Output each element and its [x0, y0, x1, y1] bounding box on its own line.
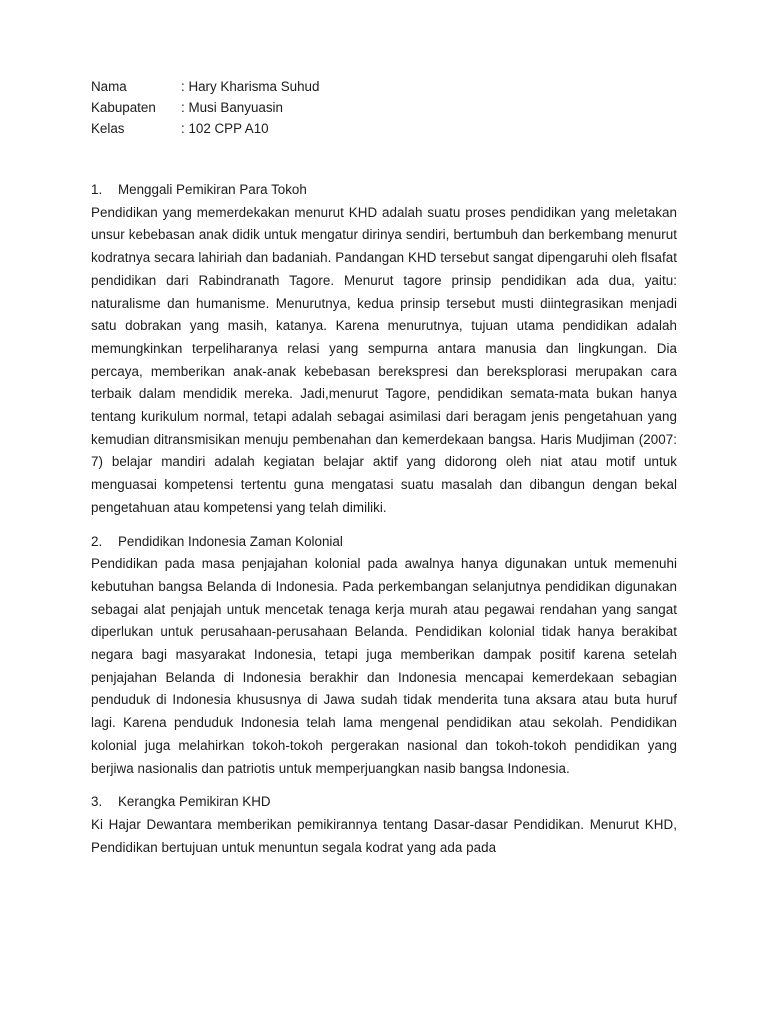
section-1: [91, 179, 677, 520]
section-3: [91, 791, 677, 859]
section-title: Pendidikan Indonesia Zaman Kolonial: [118, 533, 343, 549]
student-info-header: [91, 76, 491, 139]
section-paragraph: Pendidikan yang memerdekakan menurut KHD adalah suatu proses pendidikan yang meletakan unsur kebebasan anak didik untuk mengatur dirinya sendiri, bertumbuh dan berkembang menurut kodratnya secara lahiriah dan badaniah. Pandangan KHD tersebut sangat dipengaruhi oleh flsafat pendidikan dari Rabindranath Tagore. Menurut tagore prinsip pendidikan ada dua, yaitu: naturalisme dan humanisme. Menurutnya, kedua prinsip tersebut musti diintegrasikan menjadi satu dobrakan yang masih, katanya. Karena menurutnya, tujuan utama pendidikan adalah memungkinkan terpeliharanya relasi yang sempurna antara manusia dan lingkungan. Dia percaya, memberikan anak-anak kebebasan berekspresi dan bereksplorasi merupakan cara terbaik dalam mendidik mereka. Jadi,menurut Tagore, pendidikan semata-mata bukan hanya tentang kurikulum normal, tetapi adalah sebagai asimilasi dari beragam jenis pengetahuan yang kemudian ditransmisikan menuju pembenahan dan kemerdekaan bangsa. Haris Mudjiman (2007: 7) belajar mandiri adalah kegiatan belajar aktif yang didorong oleh niat atau motif untuk menguasai kompetensi tertentu guna mengatasi suatu masalah dan dibangun dengan bekal pengetahuan atau kompetensi yang telah dimiliki.: [91, 204, 677, 515]
section-title: Menggali Pemikiran Para Tokoh: [118, 182, 307, 197]
document-body: [91, 179, 677, 870]
header-value: : Musi Banyuasin: [181, 100, 283, 115]
section-heading: [91, 531, 677, 554]
header-label: Kabupaten: [91, 100, 156, 115]
section-number: 2.: [91, 533, 103, 549]
header-row-regency: [91, 97, 491, 118]
header-label: Nama: [91, 79, 127, 94]
section-paragraph: Ki Hajar Dewantara memberikan pemikirannya tentang Dasar-dasar Pendidikan. Menurut KHD, Pendidikan bertujuan untuk menuntun segala kodrat yang ada pada: [91, 816, 677, 855]
section-heading: [91, 179, 677, 202]
section-heading: [91, 791, 677, 814]
section-number: 1.: [91, 182, 103, 197]
header-value: : Hary Kharisma Suhud: [181, 79, 320, 94]
section-title: Kerangka Pemikiran KHD: [118, 794, 271, 810]
header-row-name: [91, 76, 491, 97]
header-row-class: [91, 118, 491, 139]
header-value: : 102 CPP A10: [181, 121, 269, 136]
section-paragraph: Pendidikan pada masa penjajahan kolonial pada awalnya hanya digunakan untuk memenuhi kebutuhan bangsa Belanda di Indonesia. Pada perkembangan selanjutnya pendidikan digunakan sebagai alat penjajah untuk mencetak tenaga kerja murah atau pegawai rendahan yang sangat diperlukan untuk perusahaan-perusahaan Belanda. Pendidikan kolonial tidak hanya berakibat negara bagi masyarakat Indonesia, tetapi juga memberikan dampak positif karena setelah penjajahan Belanda di Indonesia berakhir dan Indonesia mencapai kemerdekaan sebagian penduduk di Indonesia khususnya di Jawa sudah tidak menderita tuna aksara atau buta huruf lagi. Karena penduduk Indonesia telah lama mengenal pendidikan atau sekolah. Pendidikan kolonial juga melahirkan tokoh-tokoh pergerakan nasional dan tokoh-tokoh pendidikan yang berjiwa nasionalis dan patriotis untuk memperjuangkan nasib bangsa Indonesia.: [91, 556, 677, 776]
section-2: [91, 531, 677, 781]
header-label: Kelas: [91, 121, 125, 136]
section-number: 3.: [91, 794, 103, 810]
